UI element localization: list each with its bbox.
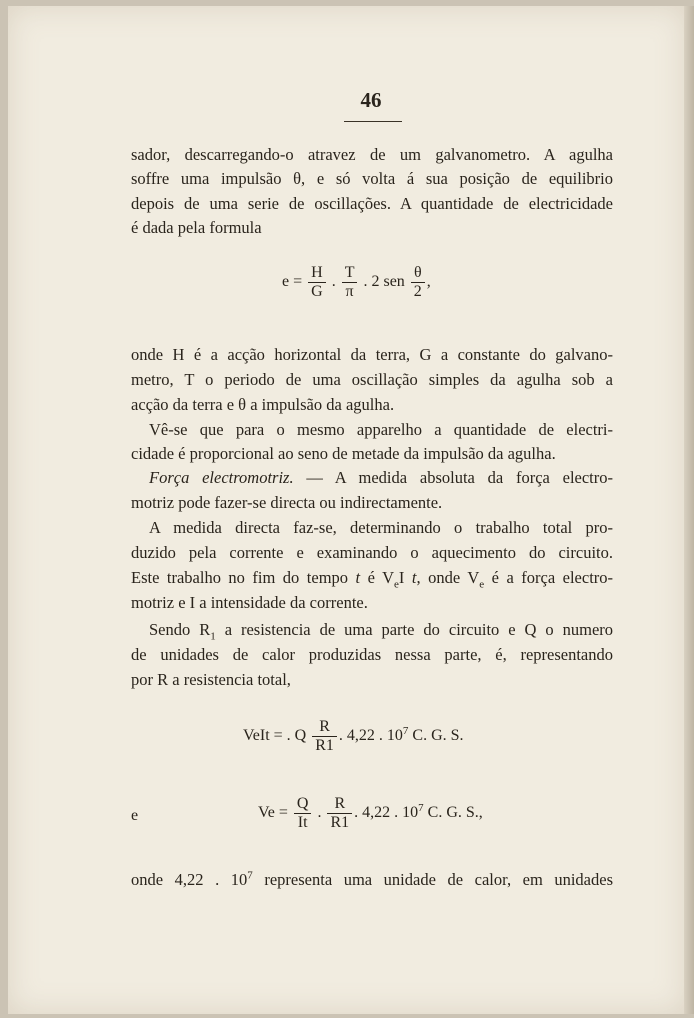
sub-e: e [394,578,399,591]
text-line-work [131,566,613,590]
text-line: sador, descarregando-o atravez de um galvanometro. A agulha [131,145,613,164]
page-number-rule [344,121,402,122]
formula-emf: Ve = $\frac{Q}{It}$ . $\frac{R}{R1}$ . 4,22 . $10^7$ C. G. S., [258,795,483,831]
text-line: motriz pode fazer-se directa ou indirectamente. [131,493,443,512]
numerator: T [342,264,358,283]
text-line: por R a resistencia total, [131,670,291,689]
text-line: metro, T o periodo de uma oscillação simples da agulha sob a [131,370,613,389]
text-line: cidade é proporcional ao seno de metade da impulsão da agulha. [131,444,556,463]
text-line: é dada pela formula [131,218,262,237]
formula-charge: e = $\frac{H}{G}$ . $\frac{T}{\pi}$ . 2 sen $\frac{\theta}{2}$ , [282,264,431,300]
numerator: θ [411,264,425,283]
text-line: soffre uma impulsão θ, e só volta á sua posição de equilibrio [131,169,613,188]
var-v: V [467,568,480,587]
numerator: H [308,264,326,283]
formula-lhs: Ve = [258,804,288,822]
fraction-q-it [294,795,312,832]
text-line: motriz e I a intensidade da corrente. [131,593,368,612]
text-span: Sendo [149,620,191,639]
numerator: Q [294,795,312,814]
text-span: representa uma unidade de calor, em unidades [264,870,614,889]
formula-constant: . 4,22 . 10 [354,804,419,822]
formula-units: C. G. S., [427,804,483,822]
var-r: R [199,620,211,639]
text-line: duzido pela corrente e examinando o aquecimento do circuito. [131,543,613,562]
sub-1: 1 [210,630,216,643]
var-t: t [355,568,361,587]
numerator: R [312,718,337,737]
page-number: 46 [360,88,382,112]
text-line: de unidades de calor produzidas nessa parte, é, representando [131,645,613,664]
fraction-r-r1 [327,795,352,832]
formula-units: C. G. S. [412,727,464,745]
denominator: R1 [330,814,350,831]
text-span: — A medida absoluta da força electro- [306,468,614,487]
var-v: V [382,568,395,587]
text-span: Este trabalho no fim do tempo [131,568,349,587]
exponent: 7 [247,869,253,882]
text-line-sendo [149,618,613,642]
denominator: 2 [413,283,422,300]
sub-e: e [479,578,485,591]
text-line: Vê-se que para o mesmo apparelho a quantidade de electri- [149,420,613,439]
fraction-theta-2 [411,264,425,301]
text-span: é a força electro- [491,568,614,587]
denominator: G [311,283,323,300]
denominator: π [345,283,354,300]
denominator: R1 [315,737,334,754]
text-line: onde H é a acção horizontal da terra, G a constante do galvano- [131,345,613,364]
text-line: depois de uma serie de oscillações. A quantidade de electricidade [131,194,613,213]
var-t: t [411,568,417,587]
formula-sen: . 2 sen [363,273,405,291]
exponent: 7 [402,724,409,737]
denominator: It [297,814,308,831]
section-heading-line [149,466,613,490]
formula-lhs: VeIt = . Q [243,727,307,745]
page-edge [684,6,694,1014]
section-heading: Força electromotriz. [149,468,294,487]
text-line: A medida directa faz-se, determinando o trabalho total pro- [149,518,613,537]
formula-comma: , [426,273,431,291]
formula-constant: . 4,22 . 10 [338,727,403,745]
numerator: R [327,795,352,814]
text-span: a resistencia de uma parte do circuito e Q o numero [224,620,614,639]
text-span: é [367,568,375,587]
text-span: , onde [416,568,461,587]
text-line-last [131,868,613,892]
var-i: I [398,568,405,587]
text-span: onde 4,22 . 10 [131,870,248,889]
exponent: 7 [418,801,424,814]
fraction-h-g [308,264,326,301]
formula-prefix: e [131,807,139,824]
text-line: acção da terra e θ a impulsão da agulha. [131,395,395,414]
formula-work [243,718,464,755]
fraction-t-pi [342,264,358,301]
fraction-r-r1 [312,718,337,755]
formula-lhs: e = [282,273,303,291]
